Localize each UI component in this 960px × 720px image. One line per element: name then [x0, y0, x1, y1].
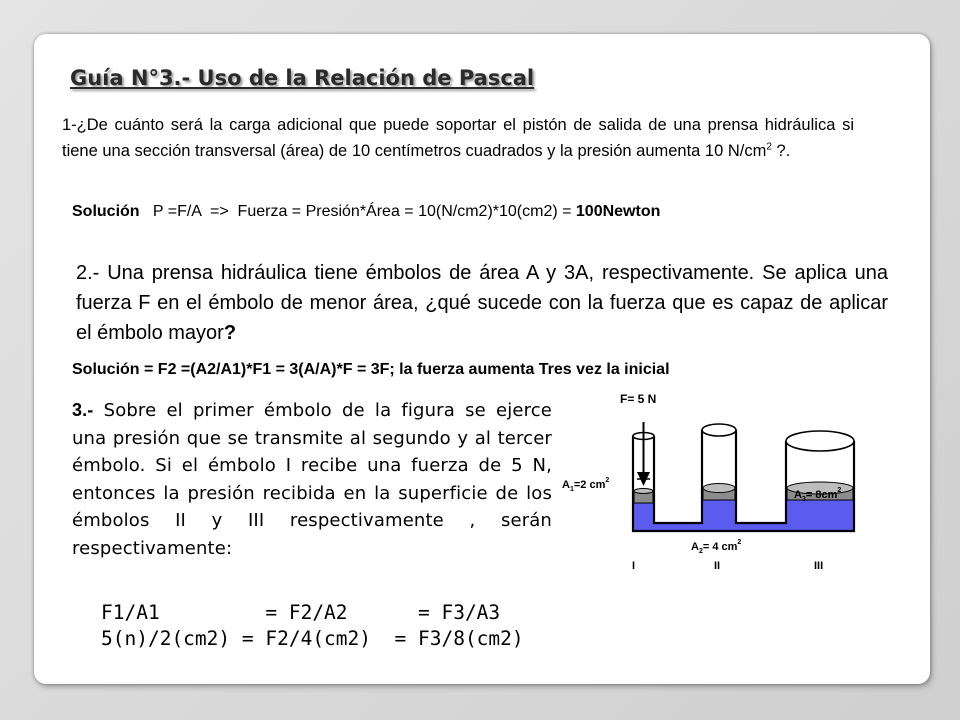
problem-2-text	[76, 258, 888, 348]
area-2-label	[691, 539, 741, 555]
cylinder-2-label: II	[714, 560, 721, 572]
problem-1-solution	[72, 203, 660, 221]
equation-line-1: F1/A1 = F2/A2 = F3/A3	[101, 601, 501, 624]
hydraulic-press-figure	[558, 388, 870, 574]
area-2-subscript: 2	[698, 548, 703, 555]
problem-1-end: ?.	[771, 142, 791, 160]
solution-1-result: 100Newton	[575, 203, 661, 220]
cylinder-2-rim	[702, 424, 736, 436]
cylinder-1-label: I	[632, 560, 636, 572]
solution-1-formula: P =F/A => Fuerza = Presión*Área = 10(N/cm2)*10(cm2) =	[139, 203, 576, 220]
pascal-equations	[101, 600, 524, 652]
problem-1-superscript: 2	[766, 141, 772, 153]
problem-3-number: 3.-	[72, 400, 94, 420]
solution-1-label: Solución	[72, 203, 140, 220]
problem-1-body: 1-¿De cuánto será la carga adicional que puede soportar el pistón de salida de una prensa hidráulica si tiene una sección transversal (área) de 10 centímetros cuadrados y la presión aumenta 10 N/cm	[62, 116, 854, 160]
problem-2-solution: Solución = F2 =(A2/A1)*F1 = 3(A/A)*F = 3F; la fuerza aumenta Tres vez la inicial	[72, 361, 670, 378]
piston-2-top	[703, 484, 735, 493]
hydraulic-liquid	[633, 500, 854, 531]
area-1-letter: A	[562, 479, 570, 491]
area-2-superscript: 2	[737, 539, 742, 546]
area-2-letter: A	[691, 541, 699, 553]
problem-1-text	[62, 112, 854, 164]
equation-line-2: 5(n)/2(cm2) = F2/4(cm2) = F3/8(cm2)	[101, 627, 524, 650]
problem-3-body: Sobre el primer émbolo de la figura se ejerce una presión que se transmite al segundo y al tercer émbolo. Si el émbolo I recibe una fuerza de 5 N, entonces la presión recibida en la superficie de los émbolos II y III respectivamente , serán respectivamente:	[72, 400, 552, 559]
piston-1-top	[634, 489, 653, 494]
area-3-value: = 8cm	[805, 489, 838, 501]
area-3-subscript: 3	[801, 496, 806, 503]
page-title: Guía N°3.- Uso de la Relación de Pascal	[70, 66, 535, 90]
area-1-superscript: 2	[605, 477, 610, 484]
problem-2-question-mark: ?	[223, 322, 237, 344]
area-2-value: = 4 cm	[702, 541, 738, 553]
area-1-subscript: 1	[569, 486, 574, 493]
area-3-superscript: 2	[837, 487, 842, 494]
force-label: F= 5 N	[620, 392, 657, 406]
cylinder-3-label: III	[814, 560, 824, 572]
area-1-value: =2 cm	[573, 479, 606, 491]
problem-3-text	[72, 397, 552, 562]
area-1-label	[562, 477, 609, 493]
area-3-label	[794, 487, 841, 503]
cylinder-3-rim	[786, 431, 854, 451]
area-3-letter: A	[794, 489, 802, 501]
problem-2-body: 2.- Una prensa hidráulica tiene émbolos de área A y 3A, respectivamente. Se aplica una fuerza F en el émbolo de menor área, ¿qué sucede con la fuerza que es capaz de aplicar el émbolo mayor	[76, 262, 888, 344]
